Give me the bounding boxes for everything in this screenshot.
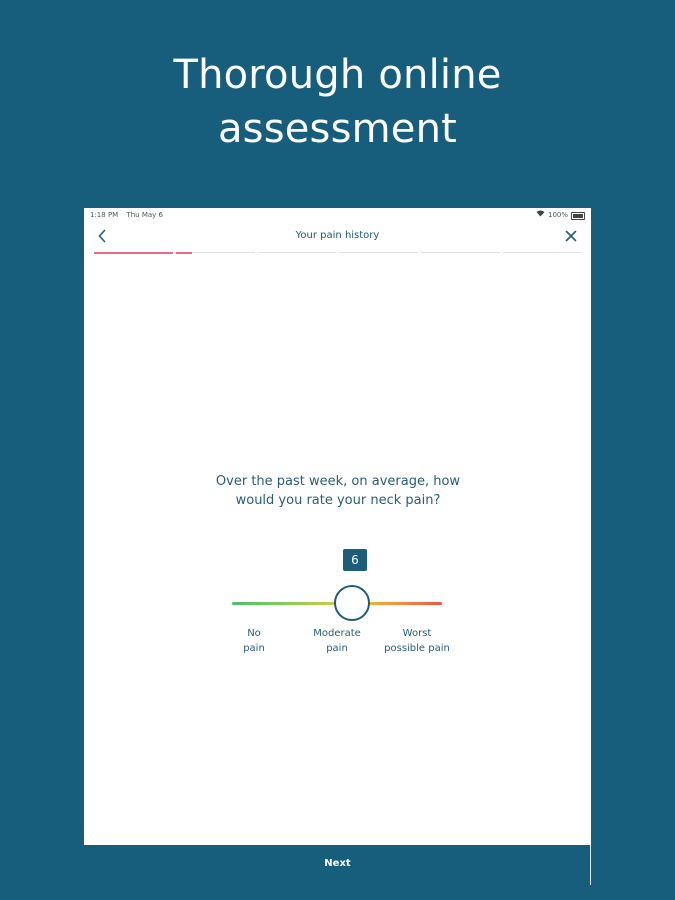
scale-label-high: Worst possible pain: [384, 628, 450, 654]
battery-percent: 100%: [547, 211, 568, 219]
close-button[interactable]: [563, 228, 579, 246]
progress-segment: [339, 252, 418, 253]
progress-bar: [94, 252, 582, 254]
headline-line-1: Thorough online: [173, 52, 502, 98]
progress-segment: [503, 252, 582, 253]
progress-segment: [94, 252, 173, 253]
scale-label-low: No pain: [243, 628, 265, 654]
scale-label-mid: Moderate pain: [313, 628, 361, 654]
status-date: Thu May 6: [126, 211, 163, 219]
progress-segment: [258, 252, 337, 253]
battery-icon: [571, 212, 585, 220]
marketing-headline: [0, 48, 675, 156]
nav-bar: [84, 224, 591, 252]
progress-segment: [421, 252, 500, 253]
slider-value-badge: 6: [343, 549, 367, 571]
progress-segment: [176, 252, 255, 253]
tablet-screen: [84, 208, 591, 845]
close-icon: [565, 230, 577, 242]
question-text: Over the past week, on average, how would you rate your neck pain?: [215, 474, 461, 508]
next-button[interactable]: Next: [324, 858, 351, 869]
status-time: 1:18 PM: [90, 211, 119, 219]
headline-line-2: assessment: [217, 106, 458, 152]
pain-slider-thumb[interactable]: [334, 585, 370, 621]
page-title: Your pain history: [295, 230, 380, 241]
status-bar: [84, 208, 591, 222]
wifi-icon: [536, 208, 545, 222]
divider: [590, 845, 591, 885]
